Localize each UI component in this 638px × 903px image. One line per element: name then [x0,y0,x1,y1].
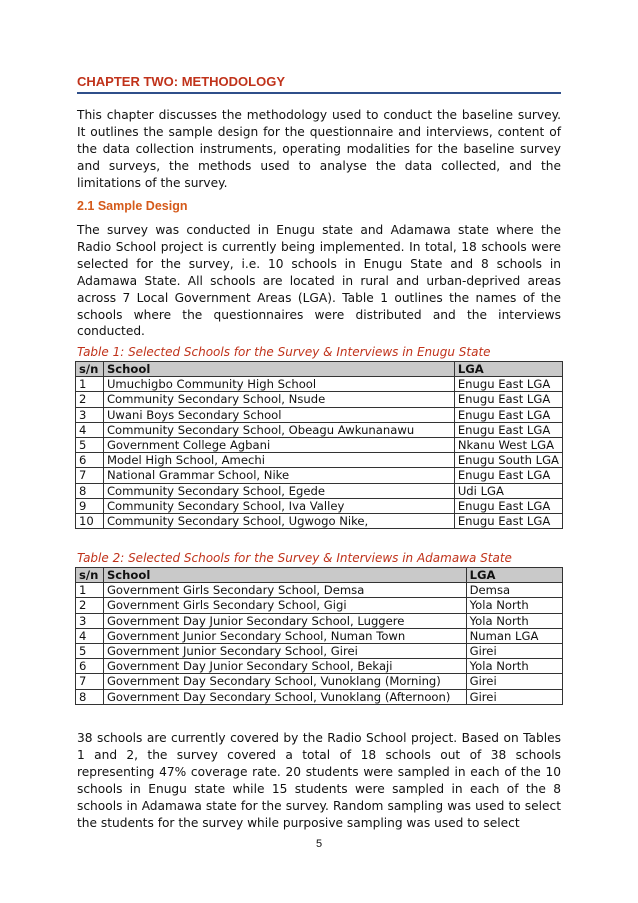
chapter-title: CHAPTER TWO: METHODOLOGY [77,74,561,94]
table-row [76,659,563,674]
cell-sn: 1 [76,377,104,392]
cell-sn: 5 [76,644,104,659]
table1-caption: Table 1: Selected Schools for the Survey & Interviews in Enugu State [77,345,491,359]
cell-school: Government Junior Secondary School, Numan Town [103,628,466,643]
cell-lga: Enugu East LGA [454,392,562,407]
table-row [76,644,563,659]
cell-school: Government College Agbani [103,438,454,453]
table-row [76,598,563,613]
cell-sn: 6 [76,659,104,674]
cell-school: Government Day Secondary School, Vunoklang (Morning) [103,674,466,689]
cell-school: Government Day Junior Secondary School, Luggere [103,613,466,628]
cell-sn: 6 [76,453,104,468]
table-header-row [76,362,563,377]
cell-lga: Enugu East LGA [454,498,562,513]
cell-sn: 8 [76,483,104,498]
cell-lga: Yola North [466,613,562,628]
cell-sn: 1 [76,583,104,598]
sample-design-paragraph: The survey was conducted in Enugu state and Adamawa state where the Radio School project is currently being implemented. In total, 18 schools were selected for the survey, i.e. 10 schools in Enugu State and 8 schools in Adamawa State. All schools are located in rural and urban-deprived areas across 7 Local Government Areas (LGA). Table 1 outlines the names of the schools where the questionnaires were distributed and the interviews conducted. [77,223,561,339]
cell-school: Government Girls Secondary School, Gigi [103,598,466,613]
cell-sn: 9 [76,498,104,513]
table-row [76,689,563,704]
cell-school: Uwani Boys Secondary School [103,407,454,422]
cell-lga: Udi LGA [454,483,562,498]
table-row [76,583,563,598]
table-row [76,468,563,483]
cell-sn: 7 [76,674,104,689]
table-row [76,407,563,422]
cell-lga: Yola North [466,598,562,613]
enugu-schools-table [75,361,563,529]
cell-lga: Enugu East LGA [454,514,562,529]
cell-lga: Enugu East LGA [454,468,562,483]
cell-lga: Enugu East LGA [454,407,562,422]
table-row [76,613,563,628]
page-number: 5 [315,838,323,850]
cell-sn: 3 [76,407,104,422]
cell-lga: Girei [466,644,562,659]
cell-school: Government Day Secondary School, Vunoklang (Afternoon) [103,689,466,704]
header-sn: s/n [76,568,104,583]
adamawa-schools-table [75,567,563,705]
table-row [76,377,563,392]
table-row [76,453,563,468]
cell-lga: Enugu South LGA [454,453,562,468]
cell-sn: 4 [76,628,104,643]
cell-sn: 5 [76,438,104,453]
cell-lga: Girei [466,689,562,704]
cell-lga: Enugu East LGA [454,422,562,437]
cell-lga: Numan LGA [466,628,562,643]
cell-school: Community Secondary School, Nsude [103,392,454,407]
cell-school: Government Junior Secondary School, Girei [103,644,466,659]
table-header-row [76,568,563,583]
cell-lga: Girei [466,674,562,689]
coverage-paragraph: 38 schools are currently covered by the Radio School project. Based on Tables 1 and 2, the survey covered a total of 18 schools out of 38 schools representing 47% coverage rate. 20 students were sampled in each of the 10 schools in Enugu state while 15 students were sampled in each of the 8 schools in Adamawa state for the survey. Random sampling was used to select the students for the survey while purposive sampling was used to select [77,731,561,830]
cell-sn: 10 [76,514,104,529]
cell-lga: Nkanu West LGA [454,438,562,453]
cell-school: Model High School, Amechi [103,453,454,468]
cell-sn: 3 [76,613,104,628]
table2-caption: Table 2: Selected Schools for the Survey & Interviews in Adamawa State [77,551,512,565]
cell-school: Community Secondary School, Obeagu Awkunanawu [103,422,454,437]
header-school: School [103,568,466,583]
header-sn: s/n [76,362,104,377]
table-row [76,628,563,643]
cell-school: Community Secondary School, Ugwogo Nike, [103,514,454,529]
cell-sn: 2 [76,392,104,407]
cell-school: Government Girls Secondary School, Demsa [103,583,466,598]
header-school: School [103,362,454,377]
intro-paragraph: This chapter discusses the methodology used to conduct the baseline survey. It outlines the sample design for the questionnaire and interviews, content of the data collection instruments, operating modalities for the baseline survey and surveys, the methods used to analyse the data collected, and the limitations of the survey. [77,108,561,190]
cell-sn: 2 [76,598,104,613]
header-lga: LGA [454,362,562,377]
table-row [76,483,563,498]
cell-sn: 4 [76,422,104,437]
cell-school: Umuchigbo Community High School [103,377,454,392]
cell-school: Government Day Junior Secondary School, Bekaji [103,659,466,674]
cell-lga: Demsa [466,583,562,598]
cell-sn: 7 [76,468,104,483]
section-heading: 2.1 Sample Design [77,199,188,213]
table-row [76,674,563,689]
table-row [76,514,563,529]
cell-school: National Grammar School, Nike [103,468,454,483]
table-row [76,422,563,437]
cell-lga: Enugu East LGA [454,377,562,392]
table-row [76,498,563,513]
cell-sn: 8 [76,689,104,704]
header-lga: LGA [466,568,562,583]
table-row [76,438,563,453]
cell-lga: Yola North [466,659,562,674]
cell-school: Community Secondary School, Egede [103,483,454,498]
cell-school: Community Secondary School, Iva Valley [103,498,454,513]
table-row [76,392,563,407]
